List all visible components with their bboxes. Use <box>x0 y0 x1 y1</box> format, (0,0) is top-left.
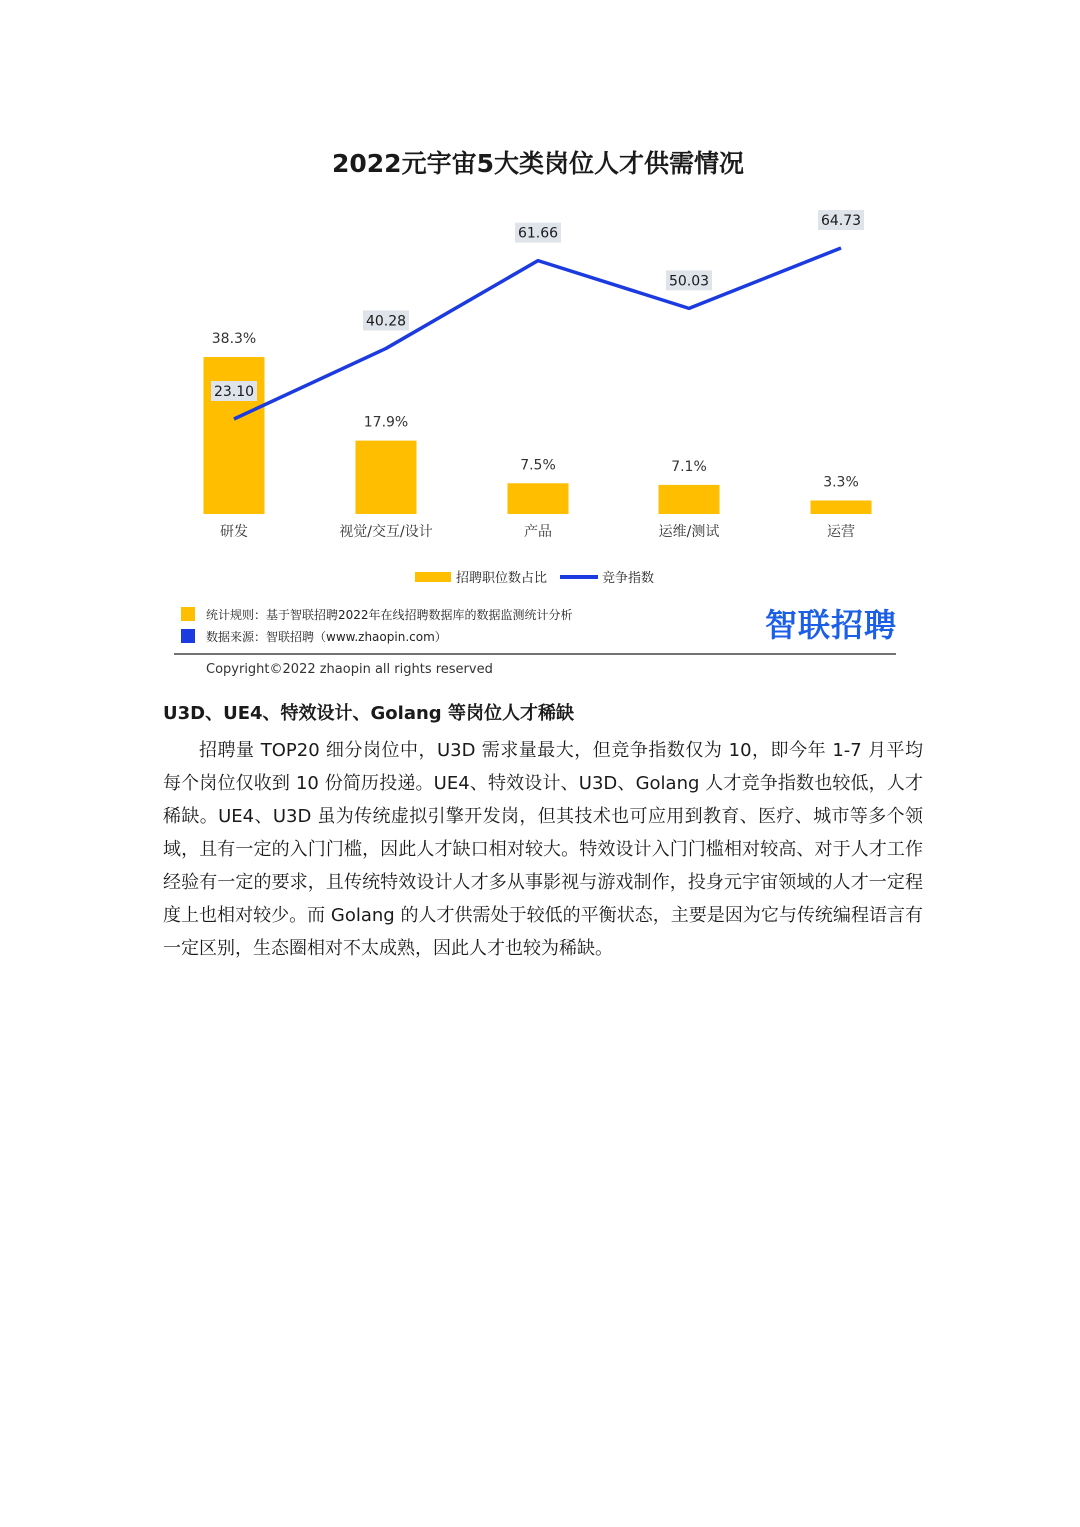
category-label: 运营 <box>827 524 855 540</box>
bar-value-label: 7.1% <box>671 458 707 475</box>
category-label: 视觉/交互/设计 <box>339 524 433 540</box>
rule-text: 统计规则：基于智联招聘2022年在线招聘数据库的数据监测统计分析 <box>206 608 573 622</box>
bar <box>508 483 569 514</box>
line-value-label: 64.73 <box>820 213 862 229</box>
category-axis <box>220 523 855 540</box>
category-label: 运维/测试 <box>658 524 720 540</box>
article-body: 招聘量 TOP20 细分岗位中，U3D 需求量最大，但竞争指数仅为 10，即今年 1-7 月平均每个岗位仅收到 10 份简历投递。UE4、特效设计、U3D、Golang 人才竞争指数也较低，人才稀缺。UE4、U3D 虽为传统虚拟引擎开发岗，但其技术也可应用到教育、医疗、城市等多个领域，且有一定的入门门槛，因此人才缺口相对较大。特效设计入门门槛相对较高、对于人才工作经验有一定的要求，且传统特效设计人才多从事影视与游戏制作，投身元宇宙领域的人才一定程度上也相对较少。而 Golang 的人才供需处于较低的平衡状态，主要是因为它与传统编程语言有一定区别，生态圈相对不太成熟，因此人才也较为稀缺。 <box>163 740 923 959</box>
bar <box>811 500 872 514</box>
source-text: 数据来源：智联招聘（www.zhaopin.com） <box>206 630 447 644</box>
combo-chart <box>0 0 1080 700</box>
bar-value-label: 38.3% <box>211 331 257 347</box>
line-value-label: 61.66 <box>517 225 559 242</box>
bar <box>659 485 720 514</box>
bars-group <box>204 331 872 514</box>
line-value-label: 50.03 <box>668 273 710 290</box>
category-label: 研发 <box>220 524 248 540</box>
legend-bar-label: 招聘职位数占比 <box>456 571 548 586</box>
rule-swatch <box>181 607 195 621</box>
legend <box>415 570 654 586</box>
bar-value-label: 17.9% <box>363 414 409 431</box>
copyright-text: Copyright©2022 zhaopin all rights reserved <box>206 662 493 677</box>
article-heading: U3D、UE4、特效设计、Golang 等岗位人才稀缺 <box>163 703 574 724</box>
line-group <box>211 210 864 419</box>
line-series <box>234 248 841 419</box>
bar-value-label: 7.5% <box>520 457 556 474</box>
bar <box>356 441 417 514</box>
line-value-label: 23.10 <box>213 384 255 400</box>
brand-logo: 智联招聘 <box>765 606 898 644</box>
chart-title: 2022元宇宙5大类岗位人才供需情况 <box>332 149 744 178</box>
source-swatch <box>181 629 195 643</box>
legend-line-label: 竞争指数 <box>602 571 655 586</box>
bar-value-label: 3.3% <box>823 474 859 491</box>
bar <box>204 357 265 514</box>
article <box>163 698 923 965</box>
category-label: 产品 <box>524 524 552 540</box>
chart-notes <box>174 606 897 677</box>
legend-bar-swatch <box>415 572 451 582</box>
line-value-label: 40.28 <box>365 313 407 330</box>
